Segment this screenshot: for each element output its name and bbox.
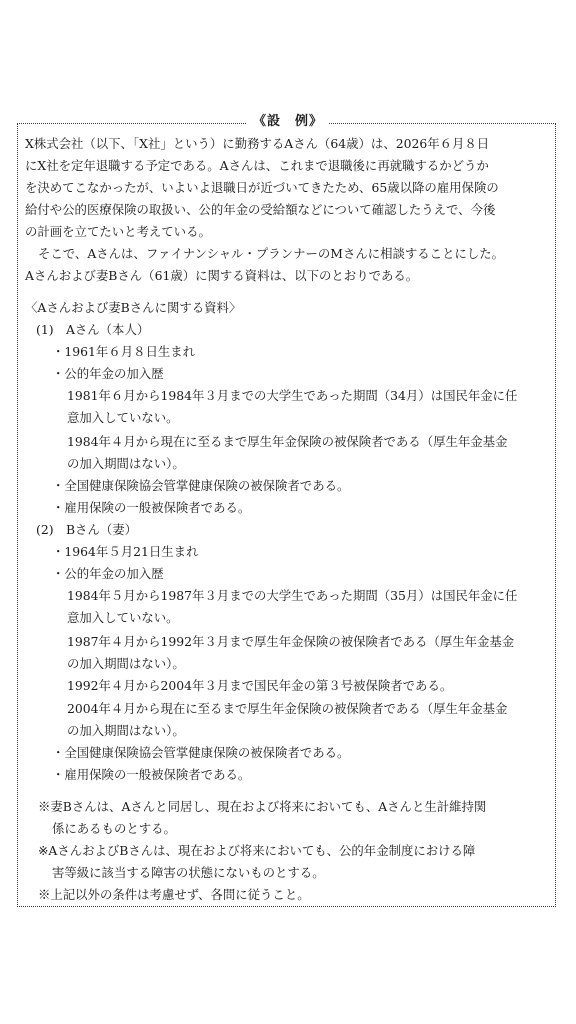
person-a-line: 1984年４月から現在に至るまで厚生年金保険の被保険者である（厚生年金基金 <box>67 434 508 449</box>
person-a-line: 1981年６月から1984年３月までの大学生であった期間（34月）は国民年金に任 <box>67 388 518 403</box>
person-b-line: 1992年４月から2004年３月まで国民年金の第３号被保険者である。 <box>67 678 453 693</box>
intro-line: の計画を立てたいと考えている。 <box>25 224 211 239</box>
person-a-line: ・公的年金の加入歴 <box>52 366 164 381</box>
person-a-line: 意加入していない。 <box>67 410 179 425</box>
intro-line: そこで、Aさんは、ファイナンシャル・プランナーのMさんに相談することにした。 <box>38 246 505 261</box>
person-a-title: (1) Aさん（本人） <box>36 322 150 337</box>
person-a-line: ・全国健康保険協会管掌健康保険の被保険者である。 <box>52 478 350 493</box>
person-b-line: ・1964年５月21日生まれ <box>52 544 199 559</box>
person-b-line: 2004年４月から現在に至るまで厚生年金保険の被保険者である（厚生年金基金 <box>67 701 508 716</box>
case-heading: 《設 例》 <box>247 112 329 132</box>
person-b-line: 意加入していない。 <box>67 610 179 625</box>
person-b-line: ・全国健康保険協会管掌健康保険の被保険者である。 <box>52 745 350 760</box>
note-line: ※上記以外の条件は考慮せず、各問に従うこと。 <box>38 887 310 902</box>
person-b-line: ・雇用保険の一般被保険者である。 <box>52 767 251 782</box>
note-line: 係にあるものとする。 <box>52 821 176 836</box>
person-b-line: 1987年４月から1992年３月まで厚生年金保険の被保険者である（厚生年金基金 <box>67 634 515 649</box>
person-a-line: の加入期間はない）。 <box>67 456 185 471</box>
person-b-title: (2) Bさん（妻） <box>36 522 138 537</box>
person-a-line: ・1961年６月８日生まれ <box>52 344 196 359</box>
person-b-line: 1984年５月から1987年３月までの大学生であった期間（35月）は国民年金に任 <box>67 588 518 603</box>
note-line: 害等級に該当する障害の状態にないものとする。 <box>52 865 325 880</box>
intro-line: Aさんおよび妻Bさん（61歳）に関する資料は、以下のとおりである。 <box>25 268 419 283</box>
person-b-line: ・公的年金の加入歴 <box>52 566 164 581</box>
person-a-line: ・雇用保険の一般被保険者である。 <box>52 500 251 515</box>
person-b-line: の加入期間はない）。 <box>67 723 185 738</box>
intro-line: X株式会社（以下、「X社」という）に勤務するAさん（64歳）は、2026年６月８日 <box>25 136 490 151</box>
intro-line: 給付や公的医療保険の取扱い、公的年金の受給額などについて確認したうえで、今後 <box>25 202 496 217</box>
intro-line: にX社を定年退職する予定である。Aさんは、これまで退職後に再就職するかどうか <box>25 158 489 173</box>
note-line: ※AさんおよびBさんは、現在および将来においても、公的年金制度における障 <box>38 843 476 858</box>
materials-title: 〈Aさんおよび妻Bさんに関する資料〉 <box>25 300 242 315</box>
intro-line: を決めてこなかったが、いよいよ退職日が近づいてきたため、65歳以降の雇用保険の <box>25 180 499 195</box>
note-line: ※妻Bさんは、Aさんと同居し、現在および将来においても、Aさんと生計維持関 <box>38 799 487 814</box>
person-b-line: の加入期間はない）。 <box>67 656 185 671</box>
